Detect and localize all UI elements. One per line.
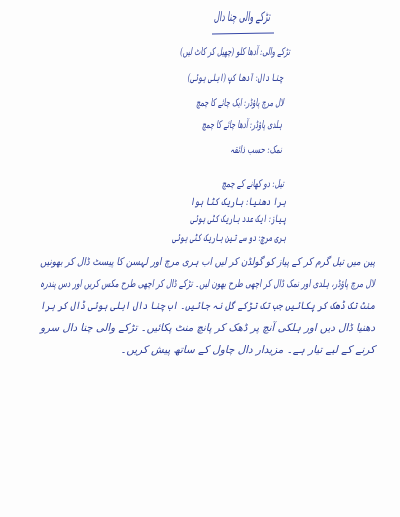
ingredient-item: ہلدی پاؤڈر: آدھا چائے کا چمچ (201, 119, 282, 131)
instruction-line: منٹ تک ڈھک کر پکائیں جب تک تڑکے گل نہ جائیں۔ اب چنا دال ابلی ہوئی ڈال کر ہرا (40, 300, 375, 312)
ingredient-item: تڑکے والی: آدھا کلو (چھیل کر کاٹ لیں) (180, 46, 290, 58)
instruction-line: لال مرچ پاؤڈر، ہلدی اور نمک ڈال کر اچھی طرح بھون لیں۔ تڑکے ڈال کر اچھی طرح مکس کریں اور دس پندرہ (39, 278, 375, 290)
ingredient-item: لال مرچ پاؤڈر: ایک چائے کا چمچ (196, 97, 284, 109)
ingredient-item: نمک: حسب ذائقہ (230, 144, 282, 156)
ingredient-item: پیاز: ایک عدد باریک کٹی ہوئی (190, 213, 286, 225)
recipe-title: تڑکے والی چنا دال (213, 10, 270, 25)
ingredient-item: ہرا دھنیا: باریک کٹا ہوا (190, 196, 286, 208)
instruction-line: دھنیا ڈال دیں اور ہلکی آنچ پر ڈھک کر پانچ منٹ پکائیں۔ تڑکے والی چنا دال سرو (40, 322, 375, 334)
instruction-line: کرنے کے لیے تیار ہے۔ مزیدار دال چاول کے ساتھ پیش کریں۔ (120, 344, 375, 356)
ingredient-item: چنا دال: آدھا کپ (ابلی ہوئی) (187, 72, 283, 84)
ingredient-item: ہری مرچ: دو سے تین باریک کٹی ہوئی (172, 232, 286, 244)
title-underline (212, 32, 274, 34)
ingredient-item: تیل: دو کھانے کے چمچ (221, 178, 284, 190)
instruction-line: پین میں تیل گرم کر کے پیاز کو گولڈن کر لیں اب ہری مرچ اور لہسن کا پیسٹ ڈال کر بھونیں (40, 256, 375, 268)
